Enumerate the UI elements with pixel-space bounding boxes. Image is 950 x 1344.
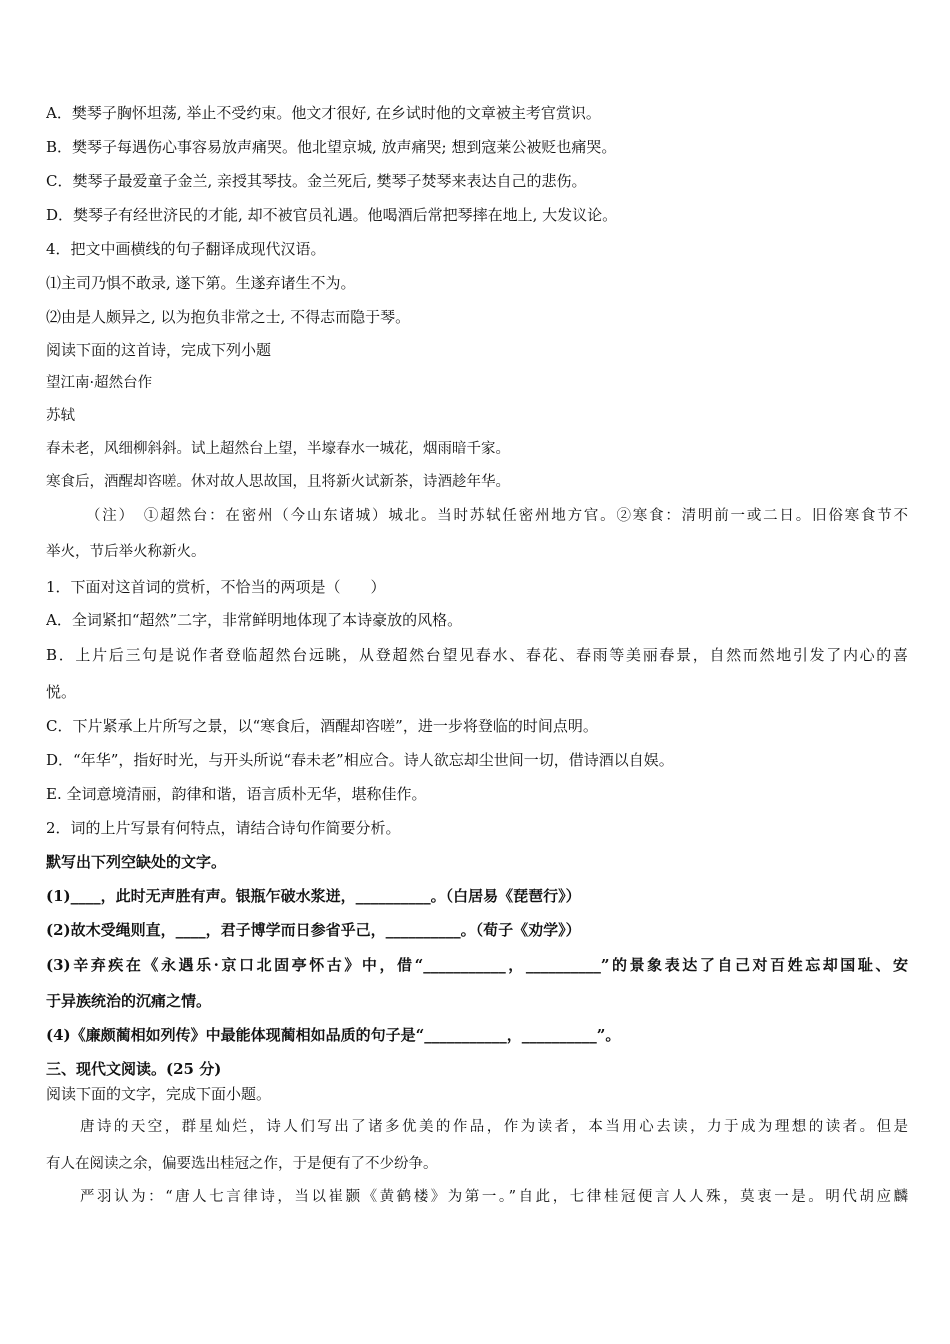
- dictation-item-4: (4)《廉颇蔺相如列传》中最能体现蔺相如品质的句子是“___________，__________”。: [46, 1026, 621, 1044]
- poem-option-d: D．“年华”，指好时光，与开头所说“春未老”相应合。诗人欲忘却尘世间一切，借诗酒以自娱。: [46, 751, 674, 769]
- poem-option-b-continued: 悦。: [46, 683, 77, 701]
- option-b-fanqinzi: B．樊琴子每遇伤心事容易放声痛哭。他北望京城, 放声痛哭; 想到寇莱公被贬也痛哭。: [46, 138, 617, 156]
- translate-sentence-2: ⑵由是人颇异之, 以为抱负非常之士, 不得志而隐于琴。: [46, 308, 411, 326]
- translate-sentence-1: ⑴主司乃惧不敢录, 遂下第。生遂弃诸生不为。: [46, 274, 356, 292]
- passage-paragraph-1: 唐诗的天空，群星灿烂，诗人们写出了诸多优美的作品，作为读者，本当用心去读，力于成为理想的读者。但是: [80, 1119, 908, 1135]
- question-4-translate: 4．把文中画横线的句子翻译成现代汉语。: [46, 240, 326, 258]
- poem-title: 望江南·超然台作: [46, 375, 153, 391]
- poem-instruction: 阅读下面的这首诗，完成下列小题: [46, 341, 272, 359]
- poem-note-continued: 举火，节后举火称新火。: [46, 544, 206, 560]
- poem-question-1: 1．下面对这首词的赏析，不恰当的两项是（ ）: [46, 578, 386, 596]
- dictation-item-3: (3)辛弃疾在《永遇乐·京口北固亭怀古》中，借“___________，__________”的景象表达了自己对百姓忘却国耻、安: [46, 956, 908, 974]
- poem-note: （注） ①超然台：在密州（今山东诸城）城北。当时苏轼任密州地方官。②寒食：清明前一或二日。旧俗寒食节不: [86, 508, 908, 524]
- option-d-fanqinzi: D．樊琴子有经世济民的才能, 却不被官员礼遇。他喝酒后常把琴摔在地上, 大发议论。: [46, 206, 618, 224]
- poem-option-a: A．全词紧扣“超然”二字，非常鲜明地体现了本诗豪放的风格。: [46, 611, 463, 629]
- dictation-item-1: (1)____，此时无声胜有声。银瓶乍破水浆迸，__________。（白居易《琵琶行》）: [46, 887, 581, 905]
- poem-option-b: B．上片后三句是说作者登临超然台远眺，从登超然台望见春水、春花、春雨等美丽春景，自然而然地引发了内心的喜: [46, 646, 908, 664]
- passage-paragraph-2: 严羽认为：“唐人七言律诗，当以崔颢《黄鹤楼》为第一。”自此，七律桂冠便言人人殊，莫衷一是。明代胡应麟: [80, 1189, 908, 1205]
- passage-paragraph-1-continued: 有人在阅读之余，偏要选出桂冠之作，于是便有了不少纷争。: [46, 1156, 438, 1172]
- reading-instruction: 阅读下面的文字，完成下面小题。: [46, 1085, 272, 1103]
- option-c-fanqinzi: C．樊琴子最爱童子金兰, 亲授其琴技。金兰死后, 樊琴子焚琴来表达自己的悲伤。: [46, 172, 587, 190]
- section-3-heading: 三、现代文阅读。(25 分): [46, 1060, 222, 1078]
- dictation-item-3-continued: 于异族统治的沉痛之情。: [46, 992, 212, 1010]
- poem-option-c: C．下片紧承上片所写之景，以“寒食后，酒醒却咨嗟”，进一步将登临的时间点明。: [46, 717, 598, 735]
- dictation-heading: 默写出下列空缺处的文字。: [46, 853, 227, 871]
- poem-stanza-2: 寒食后，酒醒却咨嗟。休对故人思故国，且将新火试新茶，诗酒趁年华。: [46, 474, 510, 490]
- poem-option-e: E. 全词意境清丽，韵律和谐，语言质朴无华，堪称佳作。: [46, 785, 427, 803]
- poem-author: 苏轼: [46, 408, 75, 424]
- poem-stanza-1: 春未老，风细柳斜斜。试上超然台上望，半壕春水一城花，烟雨暗千家。: [46, 441, 510, 457]
- poem-question-2: 2．词的上片写景有何特点，请结合诗句作简要分析。: [46, 819, 401, 837]
- dictation-item-2: (2)故木受绳则直，____，君子博学而日参省乎己，__________。（荀子《劝学》）: [46, 921, 581, 939]
- option-a-fanqinzi: A．樊琴子胸怀坦荡, 举止不受约束。他文才很好, 在乡试时他的文章被主考官赏识。: [46, 104, 601, 122]
